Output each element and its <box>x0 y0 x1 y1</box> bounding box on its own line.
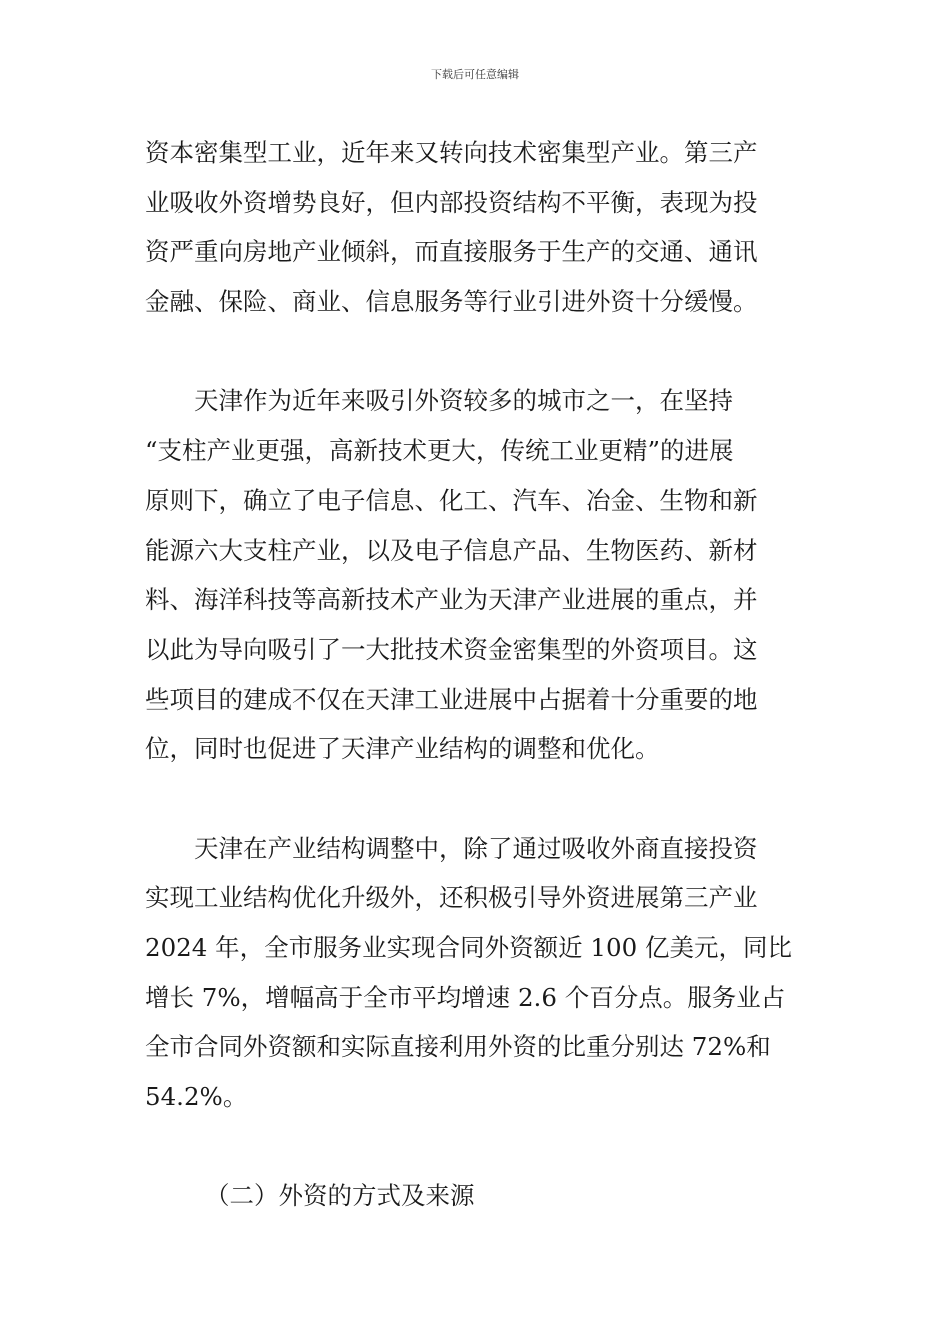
paragraph-spacer <box>145 327 807 377</box>
text-line: 金融、保险、商业、信息服务等行业引进外资十分缓慢。 <box>145 287 758 317</box>
paragraph-1 <box>145 128 807 327</box>
text-line: 天津在产业结构调整中，除了通过吸收外商直接投资 <box>145 833 758 863</box>
text-line: 些项目的建成不仅在天津工业进展中占据着十分重要的地 <box>145 684 758 714</box>
text-line: 2024 年，全市服务业实现合同外资额近 100 亿美元，同比 <box>145 933 792 962</box>
text-line: 资本密集型工业，近年来又转向技术密集型产业。第三产 <box>145 138 758 167</box>
paragraph-spacer <box>145 1122 807 1172</box>
text-line: 以此为导向吸引了一大批技术资金密集型的外资项目。这 <box>145 634 758 664</box>
text-line: 业吸收外资增势良好，但内部投资结构不平衡，表现为投 <box>145 187 758 217</box>
paragraph-2 <box>145 376 807 774</box>
text-line: 54.2%。 <box>145 1082 248 1112</box>
text-line: 全市合同外资额和实际直接利用外资的比重分别达 72%和 <box>145 1032 771 1062</box>
text-line: 增长 7%，增幅高于全市平均增速 2.6 个百分点。服务业占 <box>145 982 786 1012</box>
text-line: 原则下，确立了电子信息、化工、汽车、冶金、生物和新 <box>145 485 758 515</box>
text-line: 天津作为近年来吸引外资较多的城市之一，在坚持 <box>145 386 733 416</box>
text-line: 资严重向房地产业倾斜，而直接服务于生产的交通、通讯 <box>145 237 758 267</box>
text-line: “支柱产业更强，高新技术更大，传统工业更精”的进展 <box>145 436 734 466</box>
page-header: 下载后可任意编辑 <box>431 68 519 81</box>
text-line: 实现工业结构优化升级外，还积极引导外资进展第三产业 <box>145 883 758 913</box>
text-line: 位，同时也促进了天津产业结构的调整和优化。 <box>145 734 660 764</box>
text-line: 能源六大支柱产业，以及电子信息产品、生物医药、新材 <box>145 535 758 565</box>
section-heading: （二）外资的方式及来源 <box>205 1181 475 1211</box>
text-line: 料、海洋科技等高新技术产业为天津产业进展的重点，并 <box>145 585 758 615</box>
document-body <box>145 128 807 1221</box>
paragraph-spacer <box>145 774 807 824</box>
paragraph-3 <box>145 824 807 1122</box>
